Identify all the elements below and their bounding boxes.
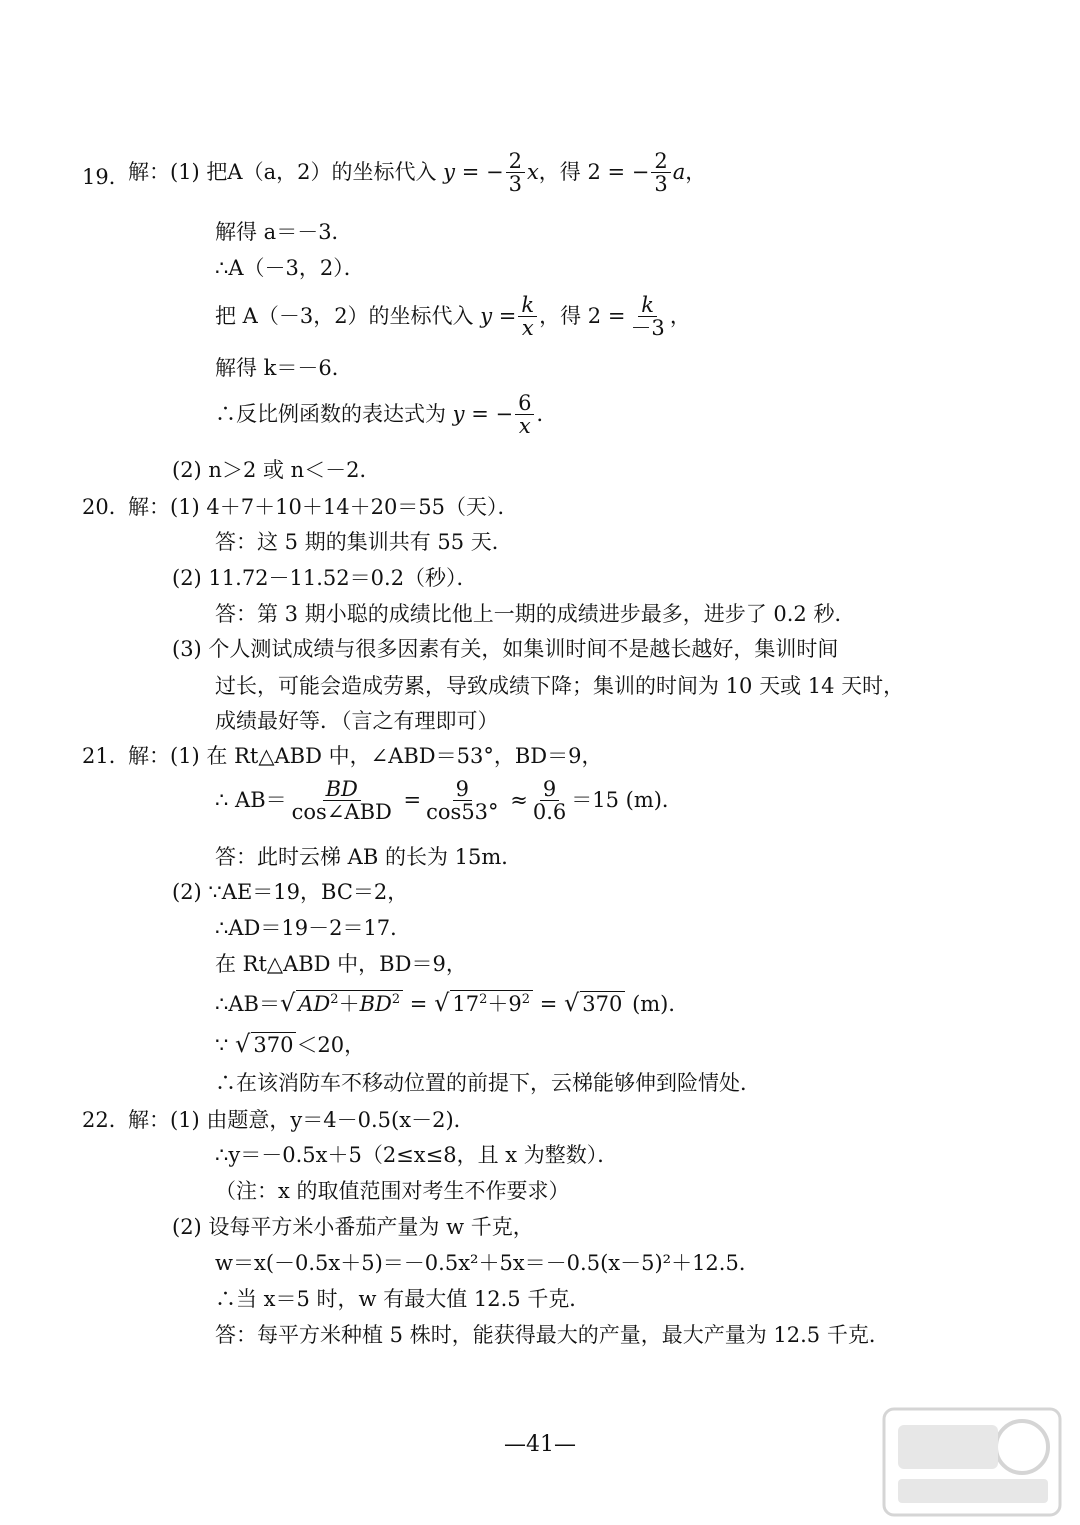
q20-line1: 解：(1) 4＋7＋10＋14＋20＝55（天）． bbox=[128, 495, 519, 519]
q21-number: 21． bbox=[82, 744, 130, 768]
q22-line4: (2) 设每平方米小番茄产量为 w 千克， bbox=[172, 1215, 534, 1239]
q19-line2: 解得 a＝－3． bbox=[215, 220, 353, 244]
q21-line2: ∴ AB＝ $\frac{BD}{\text{cos∠ABD}}$ = $\frac{9}{\cos 53^\circ}$ ≈ $\frac{9}{0.6}$ ＝15 (m)． bbox=[215, 777, 683, 825]
q20-line7: 成绩最好等．（言之有理即可） bbox=[215, 709, 499, 733]
q21-line6: 在 Rt△ABD 中，BD＝9， bbox=[215, 952, 467, 976]
q19-line5: 解得 k＝－6． bbox=[215, 356, 353, 380]
q21-fraction-3: $\frac{9}{0.6}$ bbox=[532, 777, 567, 825]
q19-line1-a: A（a，2）的坐标代入 bbox=[227, 160, 437, 185]
watermark-logo bbox=[882, 1407, 1062, 1517]
q21-fraction-2: $\frac{9}{\cos 53^\circ}$ bbox=[426, 777, 499, 825]
q19-fraction-4: $\frac{6}{x}$ bbox=[515, 392, 534, 437]
q20-line3: (2) 11.72－11.52＝0.2（秒）． bbox=[172, 566, 478, 590]
q19-line1: 解：(1) 把 A（a，2）的坐标代入 y = − $\frac{2}{3}$ x ，得 2 = − $\frac{2}{3}$ a ， bbox=[128, 149, 707, 197]
q20-line6: 过长，可能会造成劳累，导致成绩下降；集训的时间为 10 天或 14 天时， bbox=[215, 674, 905, 698]
q19-line7: (2) n＞2 或 n＜－2． bbox=[172, 458, 381, 482]
q19-number: 19． bbox=[82, 165, 130, 189]
q21-line9: ∴在该消防车不移动位置的前提下，云梯能够伸到险情处． bbox=[215, 1071, 761, 1095]
q21-line5: ∴AD＝19－2＝17． bbox=[215, 916, 412, 940]
q22-line2: ∴y＝－0.5x＋5（2≤x≤8，且 x 为整数）． bbox=[215, 1143, 619, 1167]
q22-line7: 答：每平方米种植 5 株时，能获得最大的产量，最大产量为 12.5 千克． bbox=[215, 1323, 890, 1347]
q20-line4: 答：第 3 期小聪的成绩比他上一期的成绩进步最多，进步了 0.2 秒． bbox=[215, 602, 856, 626]
q21-line4: (2) ∵AE＝19，BC＝2， bbox=[172, 880, 409, 904]
q20-line5: (3) 个人测试成绩与很多因素有关，如集训时间不是越长越好，集训时间 bbox=[172, 637, 839, 661]
q21-fraction-1: $\frac{BD}{\text{cos∠ABD}}$ bbox=[291, 777, 392, 825]
q19-line3: ∴A（－3，2）． bbox=[215, 256, 365, 280]
q21-line8: ∵ √ 370 ＜20， bbox=[215, 1030, 366, 1058]
q22-line1: 解：(1) 由题意，y＝4－0.5(x－2)． bbox=[128, 1108, 475, 1132]
q19-fraction-2: $\frac{k}{x}$ bbox=[518, 294, 537, 339]
q22-line5: w＝x(－0.5x＋5)＝－0.5x²＋5x＝－0.5(x－5)²＋12.5． bbox=[215, 1251, 760, 1275]
q21-line3: 答：此时云梯 AB 的长为 15m． bbox=[215, 845, 523, 869]
q22-line3: （注：x 的取值范围对考生不作要求） bbox=[215, 1179, 570, 1203]
q20-line2: 答：这 5 期的集训共有 55 天． bbox=[215, 530, 513, 554]
page-number: —41— bbox=[504, 1432, 576, 1457]
q21-line7: ∴AB＝ √ $AD^2+BD^2$ = √ $17^2+9^2$ = √ 370 (m)． bbox=[215, 989, 690, 1017]
q22-number: 22． bbox=[82, 1108, 130, 1132]
q19-fraction-1b: $\frac{2}{3}$ bbox=[651, 150, 670, 195]
q19-fraction-3: $\frac{k}{-3}$ bbox=[630, 293, 665, 341]
q19-line1-b: ，得 bbox=[538, 160, 581, 185]
q20-number: 20． bbox=[82, 495, 130, 519]
q19-line6: ∴反比例函数的表达式为 y = − $\frac{6}{x}$ ． bbox=[215, 391, 558, 439]
q22-line6: ∴当 x＝5 时，w 有最大值 12.5 千克． bbox=[215, 1287, 591, 1311]
q19-line4: 把 A（－3，2）的坐标代入 y = $\frac{k}{x}$ ，得 2 = $\frac{k}{-3}$ ， bbox=[215, 293, 691, 341]
q19-fraction-1: $\frac{2}{3}$ bbox=[506, 150, 525, 195]
q21-line1: 解：(1) 在 Rt△ABD 中，∠ABD＝53°，BD＝9， bbox=[128, 744, 603, 768]
q19-lead: 解：(1) 把 bbox=[128, 160, 228, 185]
